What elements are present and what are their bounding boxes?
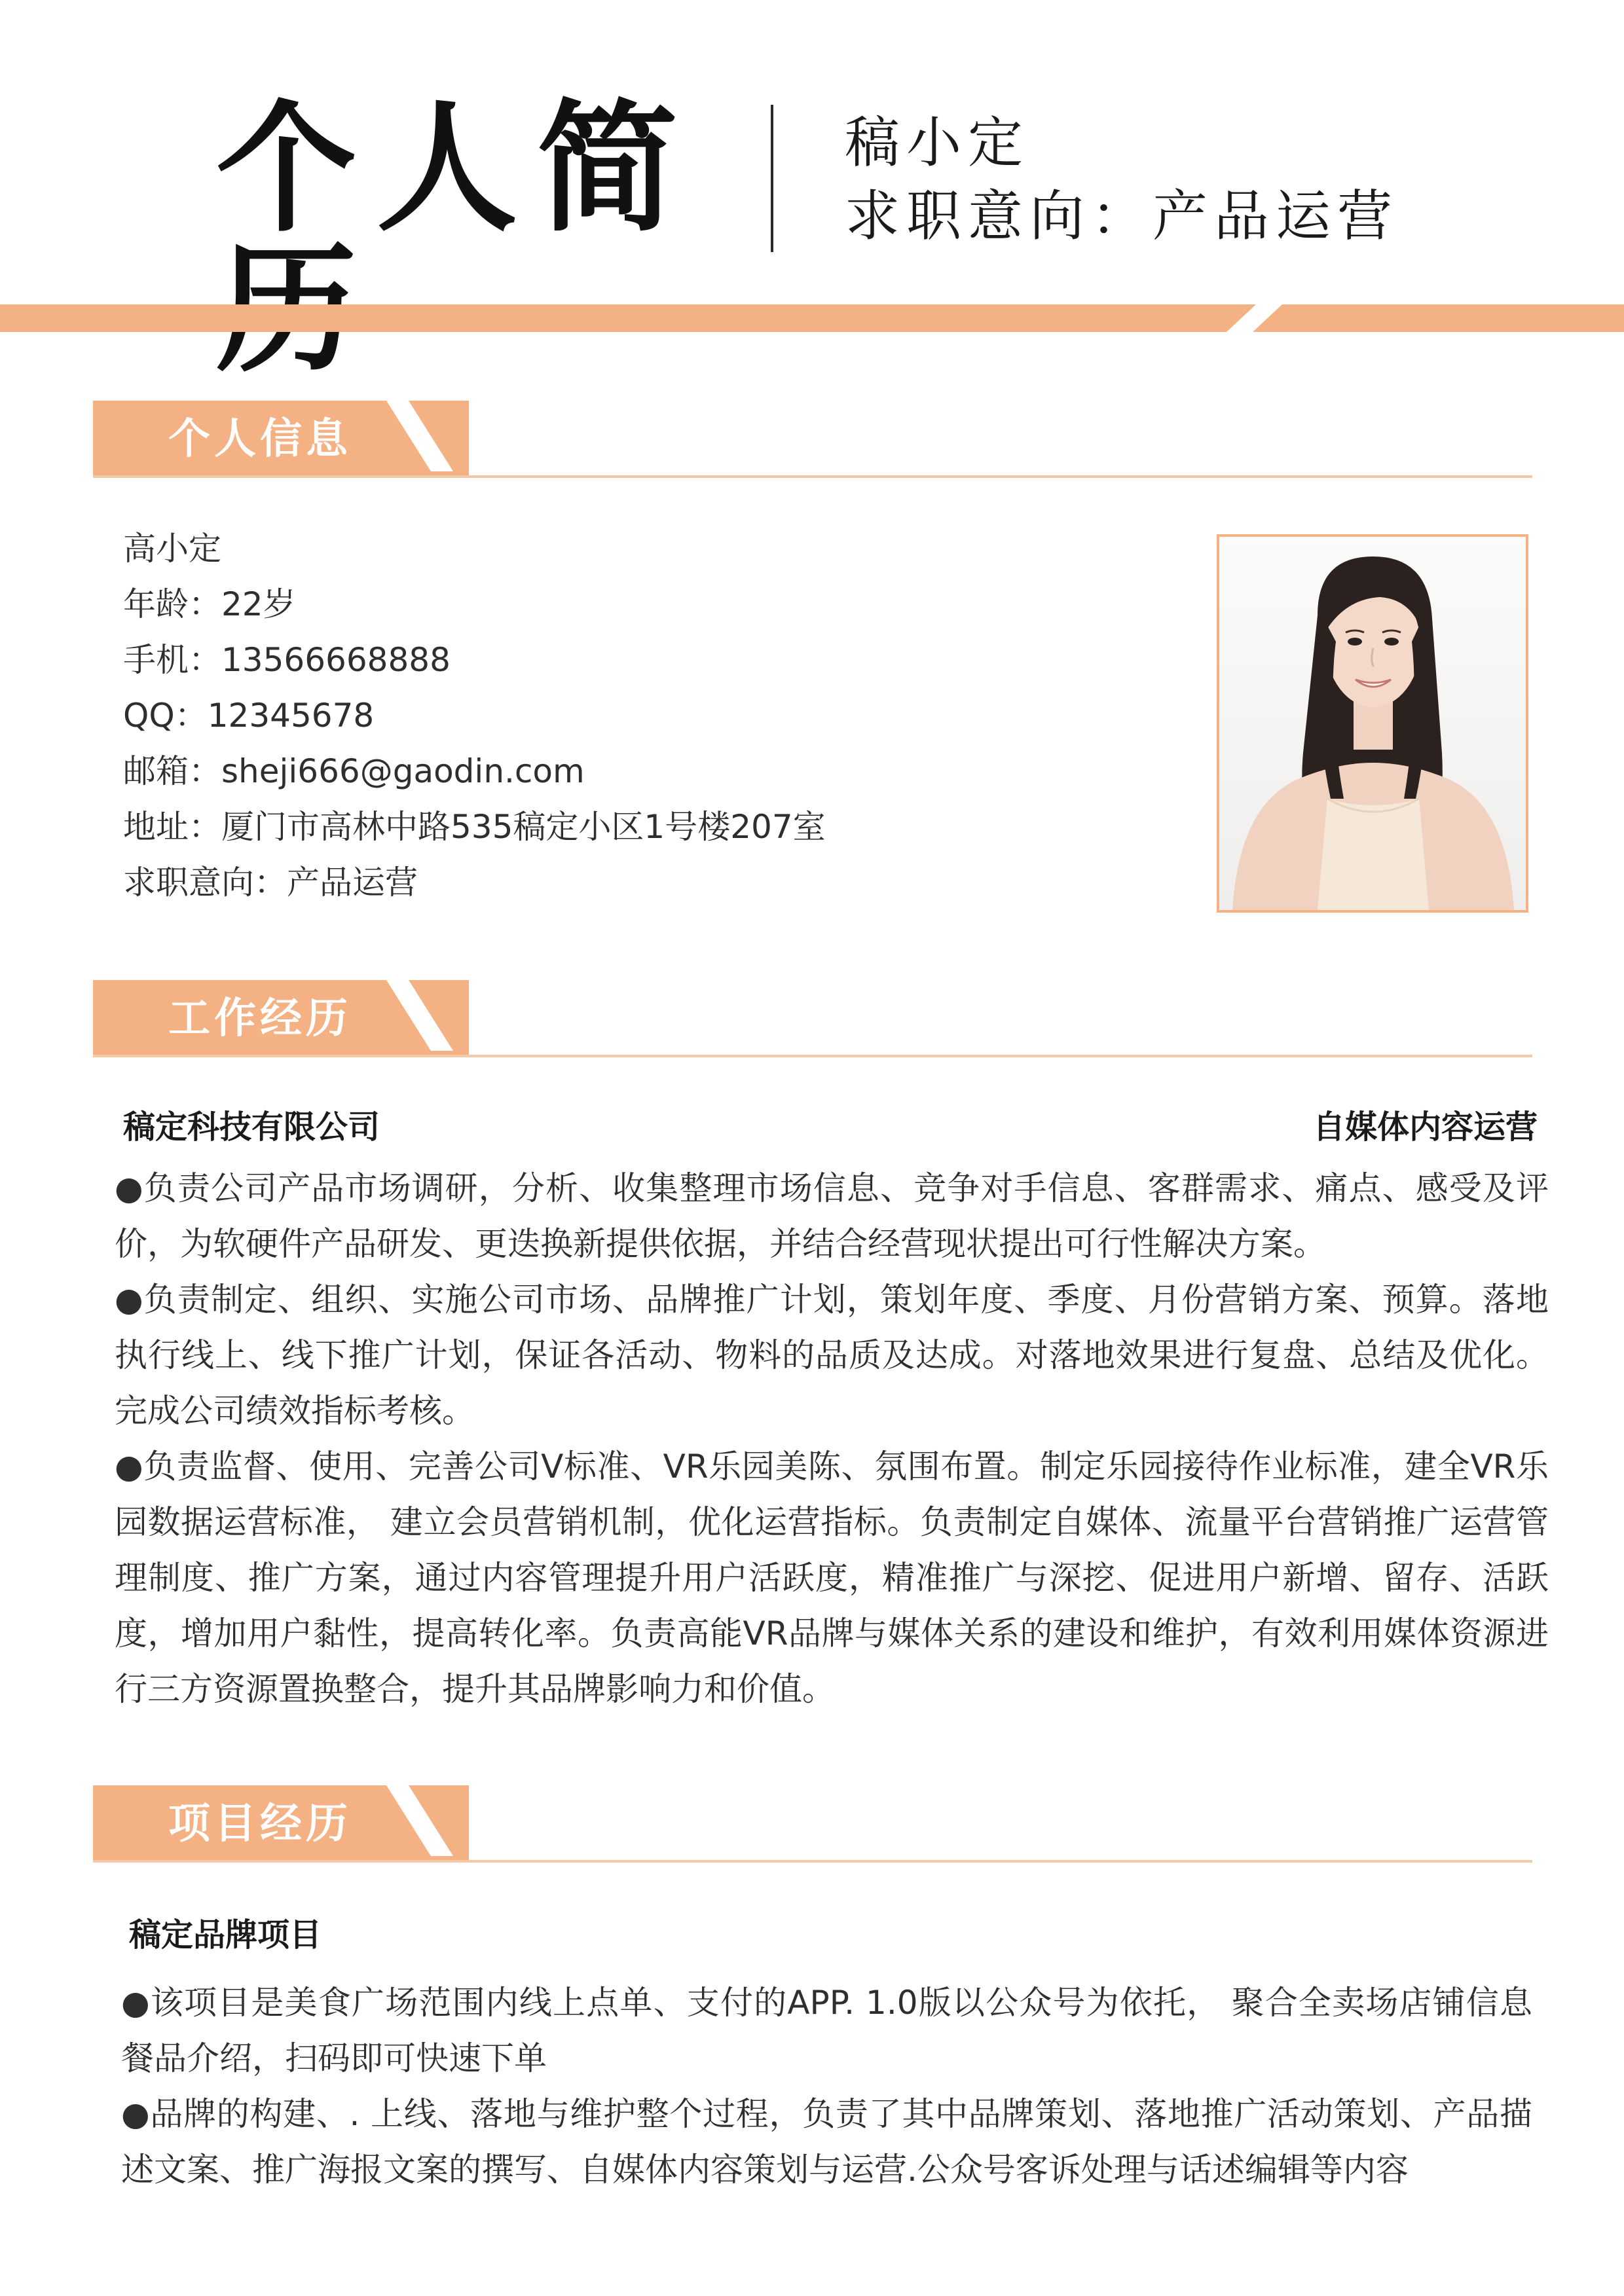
work-role: 自媒体内容运营 [1312, 1108, 1538, 1146]
work-item: ●负责公司产品市场调研，分析、收集整理市场信息、竞争对手信息、客群需求、痛点、感受及评价，为软硬件产品研发、更迭换新提供依据，并结合经营现状提出可行性解决方案。 [115, 1169, 1549, 1263]
info-address: 地址：厦门市高林中路535稿定小区1号楼207室 [123, 808, 826, 846]
project-item: ●该项目是美食广场范围内线上点单、支付的APP. 1.0版以公众号为依托， 聚合全卖场店铺信息餐品介绍，扫码即可快速下单 [121, 1984, 1532, 2077]
personal-info-list [123, 521, 826, 911]
header-name: 稿小定 [845, 111, 1030, 175]
work-description [115, 1161, 1549, 1717]
work-item: ●负责监督、使用、完善公司V标准、VR乐园美陈、氛围布置。制定乐园接待作业标准，建全VR乐园数据运营标准， 建立会员营销机制，优化运营指标。负责制定自媒体、流量平台营销推广运营管理制度、推广方案，通过内容管理提升用户活跃度，精准推广与深挖、促进用户新增、留存、活跃度，增加用户黏性，提高转化率。负责高能VR品牌与媒体关系的建设和维护，有效利用媒体资源进行三方资源置换整合，提升其品牌影响力和价值。 [115, 1448, 1549, 1708]
section-title-personal: 个人信息 [168, 415, 352, 464]
resume-title: 个人简 [216, 86, 697, 251]
info-qq: QQ：12345678 [123, 697, 375, 735]
project-name: 稿定品牌项目 [129, 1916, 322, 1954]
section-header-project [93, 1785, 1532, 1863]
project-description [121, 1975, 1532, 2198]
section-header-personal [93, 401, 1532, 478]
info-name: 高小定 [123, 530, 221, 568]
header-divider [771, 105, 773, 252]
section-title-work: 工作经历 [168, 994, 352, 1043]
profile-photo [1217, 534, 1528, 913]
section-title-project: 项目经历 [168, 1800, 352, 1848]
header-accent-bar [0, 304, 1624, 332]
work-item: ●负责制定、组织、实施公司市场、品牌推广计划，策划年度、季度、月份营销方案、预算。落地执行线上、线下推广计划，保证各活动、物料的品质及达成。对落地效果进行复盘、总结及优化。完成公司绩效指标考核。 [115, 1281, 1549, 1430]
person-avatar-illustration [1219, 537, 1526, 910]
info-email: 邮箱：sheji666@gaodin.com [123, 752, 585, 790]
project-item: ●品牌的构建、. 上线、落地与维护整个过程，负责了其中品牌策划、落地推广活动策划、产品描述文案、推广海报文案的撰写、自媒体内容策划与运营.公众号客诉处理与话述编辑等内容 [121, 2095, 1532, 2189]
section-header-work [93, 980, 1532, 1057]
work-company: 稿定科技有限公司 [123, 1108, 380, 1146]
info-phone: 手机：13566668888 [123, 641, 451, 679]
info-age: 年龄：22岁 [123, 585, 296, 623]
info-job-intent: 求职意向：产品运营 [123, 864, 418, 902]
header-job-intent: 求职意向：产品运营 [845, 184, 1399, 248]
